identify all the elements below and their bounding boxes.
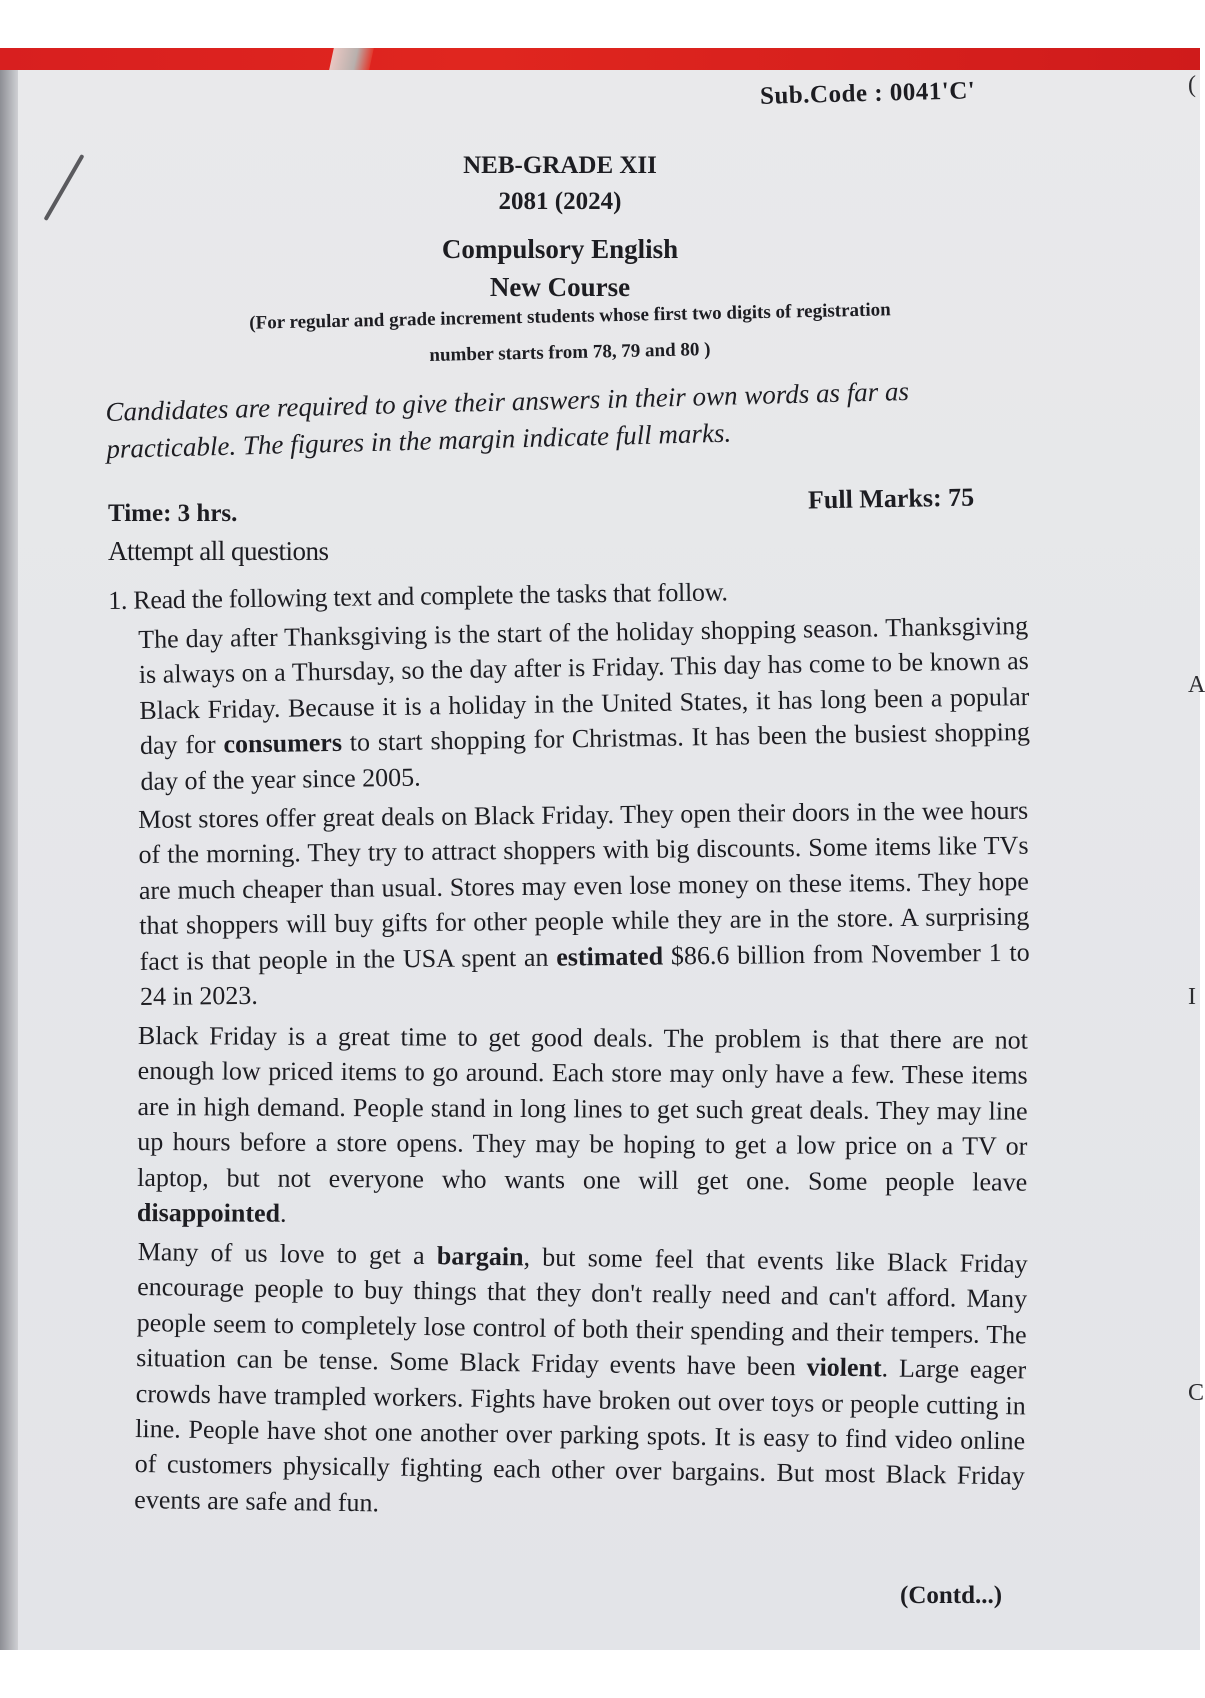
bold-word: violent <box>806 1352 882 1383</box>
subject-code: Sub.Code : 0041'C' <box>759 77 976 110</box>
margin-letter: I <box>1188 984 1196 1010</box>
paragraph-text: The day after Thanksgiving is the start of the holiday shopping season. Thanksgiving is always on a Thursday, so the day after is Friday. This day has come to be known as Black Friday. Because it is a holiday in the United States, it has long been a popular day for <box>138 611 1030 761</box>
subject-title: Compulsory English <box>441 234 679 264</box>
attempt-instruction: Attempt all questions <box>108 536 329 566</box>
paragraph-text: . <box>279 1198 287 1228</box>
passage-paragraph-1 <box>138 608 1031 799</box>
paragraph-text: , but some feel that events like Black Friday encourage people to buy things that they don't really need and can't afford. Many people seem to completely lose control of both their spending and their tempers. The situation can be tense. Some Black Friday events have been <box>136 1242 1028 1382</box>
margin-letter: ( <box>1188 72 1196 98</box>
bold-word: bargain <box>436 1241 524 1272</box>
paragraph-text: $86.6 billion from November 1 to 24 in 2023. <box>139 937 1030 1012</box>
eligibility-note-line2: number starts from 78, 79 and 80 ) <box>429 339 711 366</box>
paragraph-text: . Large eager crowds have trampled workers. Fights have broken out over toys or people cutting in line. People have shot one another over parking spots. It is easy to find video online of customers physically fighting each other over bargains. But most Black Friday events are safe and fun. <box>134 1353 1027 1518</box>
margin-letter: C <box>1188 1380 1205 1406</box>
bold-word: estimated <box>556 941 664 972</box>
bold-word: disappointed <box>136 1198 281 1228</box>
eligibility-note-line1: (For regular and grade increment students whose first two digits of registration <box>249 299 891 334</box>
time-allowed: Time: 3 hrs. <box>108 500 238 527</box>
candidate-instructions: Candidates are required to give their answers in their own words as far as practicable. The figures in the margin indicate full marks. <box>105 375 910 464</box>
continued-marker: (Contd...) <box>900 1582 1003 1609</box>
paragraph-text: to start shopping for Christmas. It has been the busiest shopping day of the year since 2005. <box>140 717 1031 796</box>
paragraph-text: Most stores offer great deals on Black Friday. They open their doors in the wee hours of the morning. They try to attract shoppers with big discounts. Some items like TVs are much cheaper than usual. Stores may even lose money on these items. They hope that shoppers will buy gifts for other people while they are in the store. A surprising fact is that people in the USA spent an <box>138 795 1030 976</box>
exam-title: NEB-GRADE XII <box>463 152 657 179</box>
exam-year: 2081 (2024) <box>498 188 622 215</box>
question-1-prompt: 1. Read the following text and complete the tasks that follow. <box>108 577 728 615</box>
passage-paragraph-2 <box>138 793 1030 1015</box>
passage-paragraph-4 <box>134 1234 1028 1530</box>
full-marks: Full Marks: 75 <box>807 482 975 515</box>
paragraph-text: Many of us love to get a <box>137 1236 438 1271</box>
margin-letter: A <box>1188 672 1205 698</box>
course-title: New Course <box>489 272 631 302</box>
paragraph-text: Black Friday is a great time to get good deals. The problem is that there are not enough low priced items to go around. Each store may only have a few. These items are in high demand. People stand in long lines to get such great deals. They may line up hours before a store opens. They may be hoping to get a low price on a TV or laptop, but not everyone who wants one will get one. Some people leave <box>137 1020 1028 1197</box>
bold-word: consumers <box>223 728 343 759</box>
passage-paragraph-3 <box>137 1018 1028 1235</box>
